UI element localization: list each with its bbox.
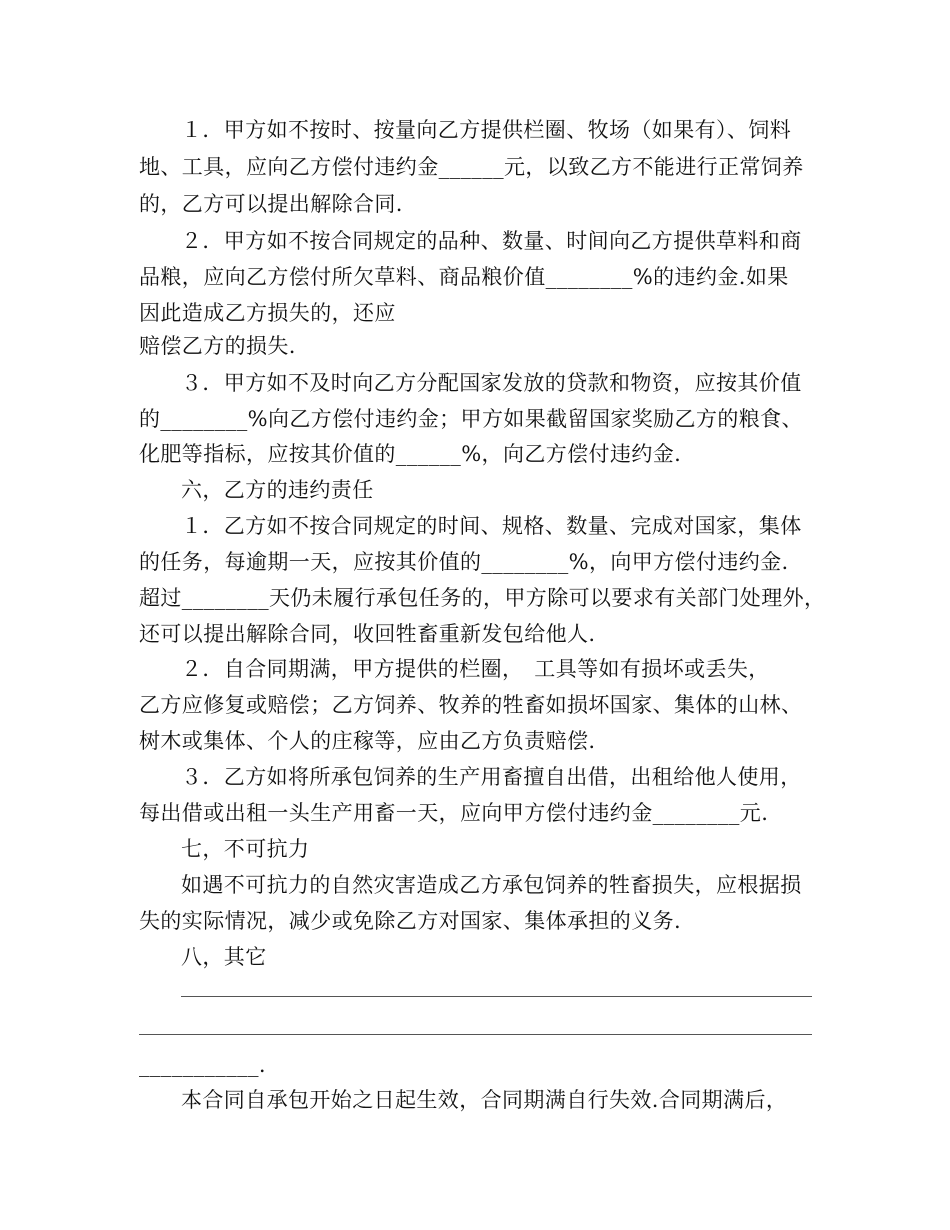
effective-clause-line-1: 本合同自承包开始之日起生效，合同期满自行失效.合同期满后，	[181, 1088, 788, 1112]
blank-fill-line-2	[139, 1034, 812, 1035]
clause-5-3-line-3: 化肥等指标，应按其价值的______%，向乙方偿付违约金.	[139, 442, 682, 466]
section-7-heading: 七，不可抗力	[181, 837, 310, 861]
clause-6-1-line-2: 的任务，每逾期一天，应按其价值的________%，向甲方偿付违约金.	[139, 550, 789, 574]
clause-6-3-line-1: ３．乙方如将所承包饲养的生产用畜擅自出借，出租给他人使用，	[181, 765, 802, 789]
clause-6-3-line-2: 每出借或出租一头生产用畜一天，应向甲方偿付违约金________元.	[139, 801, 769, 825]
section-7-line-1: 如遇不可抗力的自然灾害造成乙方承包饲养的牲畜损失，应根据损	[181, 873, 802, 897]
clause-5-3-line-1: ３．甲方如不及时向乙方分配国家发放的贷款和物资，应按其价值	[181, 371, 802, 395]
clause-6-2-line-1: ２．自合同期满，甲方提供的栏圈， 工具等如有损坏或丢失，	[181, 657, 770, 681]
blank-fill-line-1	[181, 996, 812, 997]
clause-5-3-line-2: 的________%向乙方偿付违约金；甲方如果截留国家奖励乙方的粮食、	[139, 407, 803, 431]
clause-5-2-line-1: ２．甲方如不按合同规定的品种、数量、时间向乙方提供草料和商	[181, 229, 802, 253]
section-8-heading: 八，其它	[181, 945, 267, 969]
clause-5-1-line-3: 的，乙方可以提出解除合同.	[139, 192, 403, 216]
section-7-line-2: 失的实际情况，减少或免除乙方对国家、集体承担的义务.	[139, 909, 682, 933]
clause-6-2-line-2: 乙方应修复或赔偿；乙方饲养、牧养的牲畜如损坏国家、集体的山林、	[139, 693, 803, 717]
clause-5-2-line-4: 赔偿乙方的损失.	[139, 334, 296, 358]
clause-6-1-line-4: 还可以提出解除合同，收回牲畜重新发包给他人.	[139, 622, 596, 646]
clause-6-2-line-3: 树木或集体、个人的庄稼等，应由乙方负责赔偿.	[139, 729, 596, 753]
clause-6-1-line-1: １．乙方如不按合同规定的时间、规格、数量、完成对国家，集体	[181, 514, 802, 538]
clause-5-2-line-3: 因此造成乙方损失的，还应	[139, 301, 396, 325]
section-6-heading: 六，乙方的违约责任	[181, 478, 374, 502]
clause-5-1-line-2: 地、工具，应向乙方偿付违约金______元，以致乙方不能进行正常饲养	[139, 155, 804, 179]
clause-5-1-line-1: １．甲方如不按时、按量向乙方提供栏圈、牧场（如果有）、饲料	[181, 118, 792, 142]
blank-fill-line-3: ___________.	[139, 1053, 266, 1077]
clause-5-2-line-2: 品粮，应向乙方偿付所欠草料、商品粮价值________%的违约金.如果	[139, 265, 789, 289]
clause-6-1-line-3: 超过________天仍未履行承包任务的，甲方除可以要求有关部门处理外，	[139, 586, 826, 610]
